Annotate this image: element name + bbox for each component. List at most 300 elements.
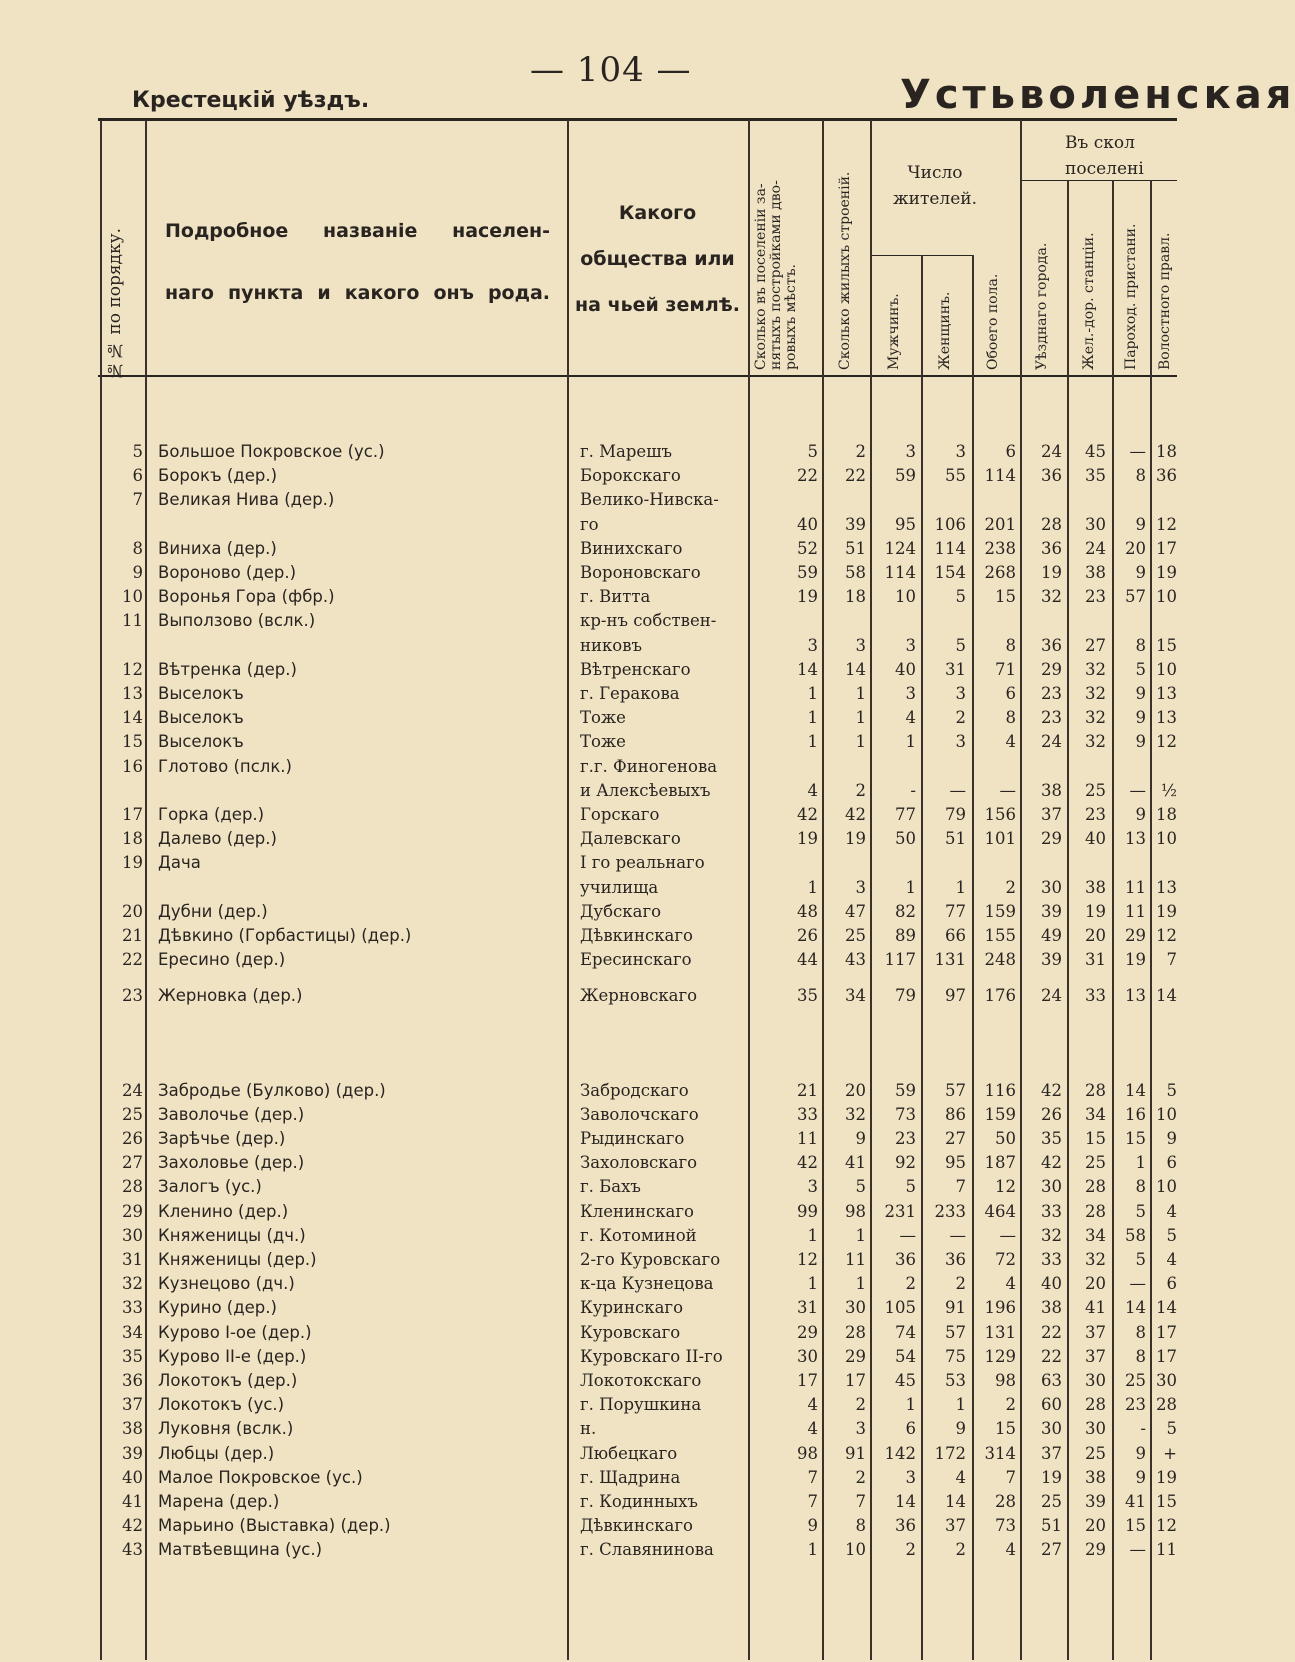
cell-c: 36: [1041, 466, 1062, 486]
cell-p: 1: [1135, 1153, 1146, 1173]
table-row: [0, 488, 1177, 512]
society-name: г. Геракова: [580, 684, 680, 703]
society-name: Ересинскаго: [580, 950, 692, 970]
table-row: [0, 779, 1177, 803]
table-row: [0, 900, 1177, 924]
page-number: — 104 —: [530, 50, 692, 90]
cell-b: 4: [1005, 1540, 1016, 1560]
cell-dv: 3: [807, 1177, 818, 1197]
header-city: Уѣзднаго города.: [1034, 242, 1050, 370]
cell-p: 8: [1135, 1346, 1146, 1366]
row-number: 33: [122, 1298, 143, 1318]
cell-r: 34: [1085, 1225, 1106, 1245]
settlement-name: Дача: [158, 853, 201, 873]
header-name: [165, 200, 550, 324]
cell-dv: 1: [807, 1540, 818, 1560]
cell-bd: 98: [845, 1201, 866, 1221]
cell-dv: 7: [807, 1492, 818, 1511]
cell-c: 24: [1041, 442, 1062, 461]
settlement-name: Малое Покровское (ус.): [158, 1467, 363, 1487]
cell-b: 4: [1005, 732, 1016, 752]
cell-w: 5: [955, 635, 966, 655]
cell-v: 6: [1166, 1274, 1177, 1294]
cell-w: 9: [955, 1419, 966, 1439]
cell-w: 27: [945, 1129, 966, 1148]
cell-p: —: [1129, 1540, 1146, 1560]
cell-bd: 47: [845, 901, 866, 921]
cell-dv: 30: [797, 1346, 818, 1366]
cell-w: 95: [945, 1153, 966, 1173]
cell-r: 32: [1085, 732, 1106, 752]
cell-r: 20: [1085, 1516, 1106, 1536]
cell-bd: 20: [845, 1080, 866, 1100]
cell-p: 5: [1135, 1201, 1146, 1221]
cell-dv: 22: [797, 466, 818, 486]
table-row: [0, 803, 1177, 827]
cell-w: 3: [955, 732, 966, 752]
header-women: Женщинъ.: [937, 291, 953, 370]
header-pier: Пароход. пристани.: [1123, 223, 1139, 370]
cell-p: 9: [1135, 684, 1146, 703]
cell-p: 11: [1125, 901, 1146, 921]
cell-b: 71: [995, 659, 1016, 679]
cell-w: 14: [945, 1492, 966, 1511]
row-number: 13: [122, 684, 143, 703]
row-number: 10: [122, 587, 143, 607]
cell-r: 32: [1085, 659, 1106, 679]
cell-v: ½: [1161, 780, 1177, 800]
cell-p: 19: [1125, 950, 1146, 970]
cell-m: 1: [905, 732, 916, 752]
cell-r: 30: [1085, 1419, 1106, 1439]
cell-bd: 1: [855, 684, 866, 703]
cell-bd: 41: [845, 1153, 866, 1173]
cell-p: 15: [1125, 1129, 1146, 1148]
cell-v: 14: [1156, 1298, 1177, 1318]
cell-dv: 4: [807, 1419, 818, 1439]
row-number: 35: [122, 1346, 143, 1366]
cell-p: 16: [1125, 1104, 1146, 1124]
society-name: Кленинскаго: [580, 1201, 694, 1221]
cell-r: 29: [1085, 1540, 1106, 1560]
cell-w: 154: [934, 563, 966, 582]
header-both: Обоего пола.: [985, 273, 1001, 370]
cell-w: 4: [955, 1467, 966, 1487]
society-name: Дѣвкинскаго: [580, 926, 693, 945]
cell-dv: 1: [807, 684, 818, 703]
society-name: го: [580, 514, 599, 534]
cell-p: 20: [1125, 538, 1146, 558]
cell-dv: 1: [807, 1274, 818, 1294]
cell-b: 159: [984, 901, 1016, 921]
cell-dv: 9: [807, 1516, 818, 1536]
cell-m: 23: [895, 1129, 916, 1148]
cell-b: 131: [984, 1322, 1016, 1342]
header-buildings: Сколько жилыхъ строеній.: [837, 171, 853, 370]
row-number: 14: [122, 708, 143, 728]
cell-dv: 52: [797, 538, 818, 558]
cell-b: 176: [984, 986, 1016, 1006]
cell-v: 13: [1156, 708, 1177, 728]
settlement-name: Борокъ (дер.): [158, 466, 278, 486]
cell-w: 77: [945, 901, 966, 921]
row-number: 31: [122, 1250, 143, 1269]
header-distance: Въ скол поселені: [1065, 133, 1144, 179]
cell-bd: 3: [855, 877, 866, 897]
settlement-name: Княженицы (дч.): [158, 1225, 306, 1245]
cell-p: 5: [1135, 1250, 1146, 1269]
row-number: 12: [122, 659, 143, 679]
cell-w: 5: [955, 587, 966, 607]
cell-dv: 42: [797, 805, 818, 824]
society-name: Винихскаго: [580, 538, 683, 558]
cell-dv: 4: [807, 780, 818, 800]
cell-b: 28: [995, 1492, 1016, 1511]
row-number: 21: [122, 926, 143, 945]
cell-c: 63: [1041, 1371, 1062, 1390]
cell-c: 24: [1041, 986, 1062, 1006]
settlement-name: Великая Нива (дер.): [158, 490, 335, 510]
cell-v: 11: [1156, 1540, 1177, 1560]
settlement-name: Вѣтренка (дер.): [158, 659, 297, 679]
society-name: никовъ: [580, 635, 643, 655]
cell-r: 33: [1085, 986, 1106, 1006]
society-name: Куровскаго II-го: [580, 1346, 723, 1366]
cell-m: 124: [884, 538, 916, 558]
settlement-name: Глотово (пслк.): [158, 756, 292, 776]
cell-bd: 2: [855, 780, 866, 800]
county-title: Крестецкій уѣздъ.: [132, 88, 370, 113]
cell-b: 156: [984, 805, 1016, 824]
row-number: 5: [132, 442, 143, 461]
header-bottom-rule: [98, 375, 1177, 377]
table-row: [0, 1200, 1177, 1224]
cell-bd: 11: [845, 1250, 866, 1269]
settlement-name: Марена (дер.): [158, 1492, 280, 1511]
cell-w: 37: [945, 1516, 966, 1536]
cell-w: 3: [955, 684, 966, 703]
settlement-name: Выселокъ: [158, 708, 244, 728]
cell-c: 29: [1041, 659, 1062, 679]
header-men: Мужчинъ.: [886, 293, 902, 370]
cell-bd: 18: [845, 587, 866, 607]
cell-v: 17: [1156, 1322, 1177, 1342]
society-name: Рыдинскаго: [580, 1129, 685, 1148]
cell-v: 10: [1156, 1104, 1177, 1124]
cell-r: 32: [1085, 684, 1106, 703]
cell-r: 24: [1085, 538, 1106, 558]
cell-b: 98: [995, 1371, 1016, 1390]
row-number: 19: [122, 853, 143, 873]
row-number: 28: [122, 1177, 143, 1197]
cell-b: 15: [995, 1419, 1016, 1439]
cell-w: 7: [955, 1177, 966, 1197]
table-row: [0, 876, 1177, 900]
cell-b: 114: [984, 466, 1016, 486]
society-name: Любецкаго: [580, 1443, 678, 1463]
cell-c: 36: [1041, 538, 1062, 558]
row-number: 17: [122, 805, 143, 824]
cell-bd: 29: [845, 1346, 866, 1366]
cell-dv: 59: [797, 563, 818, 582]
cell-w: 1: [955, 1395, 966, 1415]
cell-v: 19: [1156, 901, 1177, 921]
cell-m: 14: [895, 1492, 916, 1511]
society-name: Велико-Нивска-: [580, 490, 719, 510]
cell-r: 25: [1085, 1443, 1106, 1463]
cell-v: 18: [1156, 442, 1177, 461]
cell-m: 10: [895, 587, 916, 607]
cell-p: 5: [1135, 659, 1146, 679]
cell-r: 38: [1085, 1467, 1106, 1487]
cell-dv: 99: [797, 1201, 818, 1221]
header-name-line2: наго пункта и какого онъ рода.: [165, 282, 550, 304]
cell-p: 41: [1125, 1492, 1146, 1511]
table-row: [0, 706, 1177, 730]
cell-c: 28: [1041, 514, 1062, 534]
cell-v: 17: [1156, 538, 1177, 558]
cell-m: 3: [905, 1467, 916, 1487]
settlement-name: Жерновка (дер.): [158, 986, 303, 1006]
table-row: [0, 984, 1177, 1008]
cell-r: 20: [1085, 926, 1106, 945]
society-name: Жерновскаго: [580, 986, 698, 1006]
cell-dv: 19: [797, 829, 818, 849]
row-number: 25: [122, 1104, 143, 1124]
cell-b: 8: [1005, 635, 1016, 655]
cell-c: 23: [1041, 708, 1062, 728]
society-name: Куринскаго: [580, 1298, 684, 1318]
cell-m: 142: [884, 1443, 916, 1463]
cell-p: 25: [1125, 1371, 1146, 1390]
row-number: 27: [122, 1153, 143, 1173]
cell-dv: 19: [797, 587, 818, 607]
cell-bd: 19: [845, 829, 866, 849]
cell-bd: 17: [845, 1371, 866, 1390]
cell-b: 314: [984, 1443, 1016, 1463]
cell-dv: 1: [807, 877, 818, 897]
table-row: [0, 948, 1177, 972]
cell-v: 5: [1166, 1080, 1177, 1100]
cell-bd: 39: [845, 514, 866, 534]
cell-b: 72: [995, 1250, 1016, 1269]
society-name: Забродскаго: [580, 1080, 689, 1100]
settlement-name: Дѣвкино (Горбастицы) (дер.): [158, 926, 412, 945]
row-number: 42: [122, 1516, 143, 1536]
row-number: 18: [122, 829, 143, 849]
cell-c: 38: [1041, 1298, 1062, 1318]
cell-v: 12: [1156, 732, 1177, 752]
settlement-name: Локотокъ (ус.): [158, 1395, 285, 1415]
society-name: 2-го Куровскаго: [580, 1250, 721, 1269]
cell-w: 91: [945, 1298, 966, 1318]
society-name: г. Славянинова: [580, 1540, 714, 1560]
cell-c: 32: [1041, 587, 1062, 607]
cell-r: 40: [1085, 829, 1106, 849]
cell-m: 36: [895, 1516, 916, 1536]
cell-dv: 35: [797, 986, 818, 1006]
cell-m: 6: [905, 1419, 916, 1439]
cell-c: 40: [1041, 1274, 1062, 1294]
cell-dv: 17: [797, 1371, 818, 1390]
cell-c: 33: [1041, 1201, 1062, 1221]
row-number: 29: [122, 1201, 143, 1221]
cell-bd: 28: [845, 1322, 866, 1342]
cell-w: 86: [945, 1104, 966, 1124]
cell-r: 31: [1085, 950, 1106, 970]
cell-w: 2: [955, 1274, 966, 1294]
cell-p: 8: [1135, 466, 1146, 486]
cell-m: 89: [895, 926, 916, 945]
cell-w: 66: [945, 926, 966, 945]
header-no: №№ по порядку.: [105, 227, 125, 380]
society-name: Вѣтренскаго: [580, 659, 691, 679]
settlement-name: Курово I-ое (дер.): [158, 1322, 312, 1342]
row-number: 43: [122, 1540, 143, 1560]
cell-b: —: [999, 780, 1016, 800]
cell-p: 9: [1135, 732, 1146, 752]
cell-p: 13: [1125, 986, 1146, 1006]
cell-v: 13: [1156, 877, 1177, 897]
cell-r: 28: [1085, 1395, 1106, 1415]
header-dvor: Сколько въ поселеніи за- нятыхъ постройками дво- ровыхъ мѣстъ.: [753, 180, 799, 370]
settlement-name: Луковня (вслк.): [158, 1419, 294, 1439]
table-row: [0, 1321, 1177, 1345]
cell-m: 5: [905, 1177, 916, 1197]
society-name: Тоже: [580, 708, 626, 728]
row-number: 36: [122, 1371, 143, 1390]
society-name: Заволочскаго: [580, 1104, 699, 1124]
row-number: 34: [122, 1322, 143, 1342]
cell-w: 57: [945, 1080, 966, 1100]
header-rail: Жел.-дор. станціи.: [1081, 232, 1097, 370]
cell-dv: 48: [797, 901, 818, 921]
cell-p: 9: [1135, 708, 1146, 728]
table-row: [0, 1248, 1177, 1272]
cell-w: 55: [945, 466, 966, 486]
row-number: 37: [122, 1395, 143, 1415]
cell-p: 14: [1125, 1298, 1146, 1318]
cell-dv: 14: [797, 659, 818, 679]
cell-dv: 26: [797, 926, 818, 945]
cell-dv: 11: [797, 1129, 818, 1148]
cell-w: 97: [945, 986, 966, 1006]
cell-w: 1: [955, 877, 966, 897]
cell-b: 201: [984, 514, 1016, 534]
cell-r: 28: [1085, 1080, 1106, 1100]
table-row: [0, 658, 1177, 682]
cell-p: 8: [1135, 1322, 1146, 1342]
cell-v: 19: [1156, 1467, 1177, 1487]
row-number: 20: [122, 901, 143, 921]
table-row: [0, 1224, 1177, 1248]
table-row: [0, 1417, 1177, 1441]
row-number: 32: [122, 1274, 143, 1294]
society-name: г. Кодинныхъ: [580, 1492, 698, 1511]
row-number: 16: [122, 756, 143, 776]
cell-dv: 21: [797, 1080, 818, 1100]
cell-bd: 10: [845, 1540, 866, 1560]
cell-m: 45: [895, 1371, 916, 1390]
cell-v: 10: [1156, 829, 1177, 849]
table-row: [0, 634, 1177, 658]
cell-v: 28: [1156, 1395, 1177, 1415]
cell-m: 92: [895, 1153, 916, 1173]
settlement-name: Заволочье (дер.): [158, 1104, 305, 1124]
settlement-name: Марьино (Выставка) (дер.): [158, 1516, 391, 1536]
cell-v: 5: [1166, 1419, 1177, 1439]
cell-b: 196: [984, 1298, 1016, 1318]
cell-r: 23: [1085, 805, 1106, 824]
cell-b: 129: [984, 1346, 1016, 1366]
cell-c: 19: [1041, 1467, 1062, 1487]
settlement-name: Забродье (Булково) (дер.): [158, 1080, 386, 1100]
cell-m: 114: [884, 563, 916, 582]
cell-b: 15: [995, 587, 1016, 607]
cell-r: 41: [1085, 1298, 1106, 1318]
cell-c: 30: [1041, 877, 1062, 897]
settlement-name: Курино (дер.): [158, 1298, 277, 1318]
society-name: г.г. Финогенова: [580, 756, 718, 776]
cell-v: 19: [1156, 563, 1177, 582]
cell-bd: 58: [845, 563, 866, 582]
row-number: 39: [122, 1443, 143, 1463]
table-row: [0, 513, 1177, 537]
cell-c: 42: [1041, 1153, 1062, 1173]
cell-c: 39: [1041, 950, 1062, 970]
cell-c: 38: [1041, 780, 1062, 800]
table-row: [0, 1127, 1177, 1151]
row-number: 38: [122, 1419, 143, 1439]
cell-c: 19: [1041, 563, 1062, 582]
cell-v: 18: [1156, 805, 1177, 824]
cell-b: 8: [1005, 708, 1016, 728]
cell-p: 8: [1135, 635, 1146, 655]
cell-b: 2: [1005, 1395, 1016, 1415]
cell-bd: 91: [845, 1443, 866, 1463]
cell-c: 36: [1041, 635, 1062, 655]
cell-v: 7: [1166, 950, 1177, 970]
table-row: [0, 730, 1177, 754]
society-name: н.: [580, 1419, 597, 1439]
society-name: Вороновскаго: [580, 563, 701, 582]
society-name: Борокскаго: [580, 466, 681, 486]
cell-c: 26: [1041, 1104, 1062, 1124]
society-name: г. Марешъ: [580, 442, 673, 461]
cell-v: 6: [1166, 1153, 1177, 1173]
cell-w: —: [949, 780, 966, 800]
cell-p: 9: [1135, 1467, 1146, 1487]
cell-m: 2: [905, 1540, 916, 1560]
cell-bd: 9: [855, 1129, 866, 1148]
table-row: [0, 1272, 1177, 1296]
cell-w: 79: [945, 805, 966, 824]
cell-w: 131: [934, 950, 966, 970]
cell-w: 36: [945, 1250, 966, 1269]
table-row: [0, 1345, 1177, 1369]
cell-c: 33: [1041, 1250, 1062, 1269]
cell-w: 51: [945, 829, 966, 849]
table-row: [0, 1151, 1177, 1175]
cell-m: 231: [884, 1201, 916, 1221]
cell-c: 37: [1041, 1443, 1062, 1463]
cell-b: 12: [995, 1177, 1016, 1197]
cell-r: 23: [1085, 587, 1106, 607]
cell-b: 116: [984, 1080, 1016, 1100]
cell-c: 25: [1041, 1492, 1062, 1511]
society-name: Далевскаго: [580, 829, 681, 849]
society-name: Тоже: [580, 732, 626, 752]
